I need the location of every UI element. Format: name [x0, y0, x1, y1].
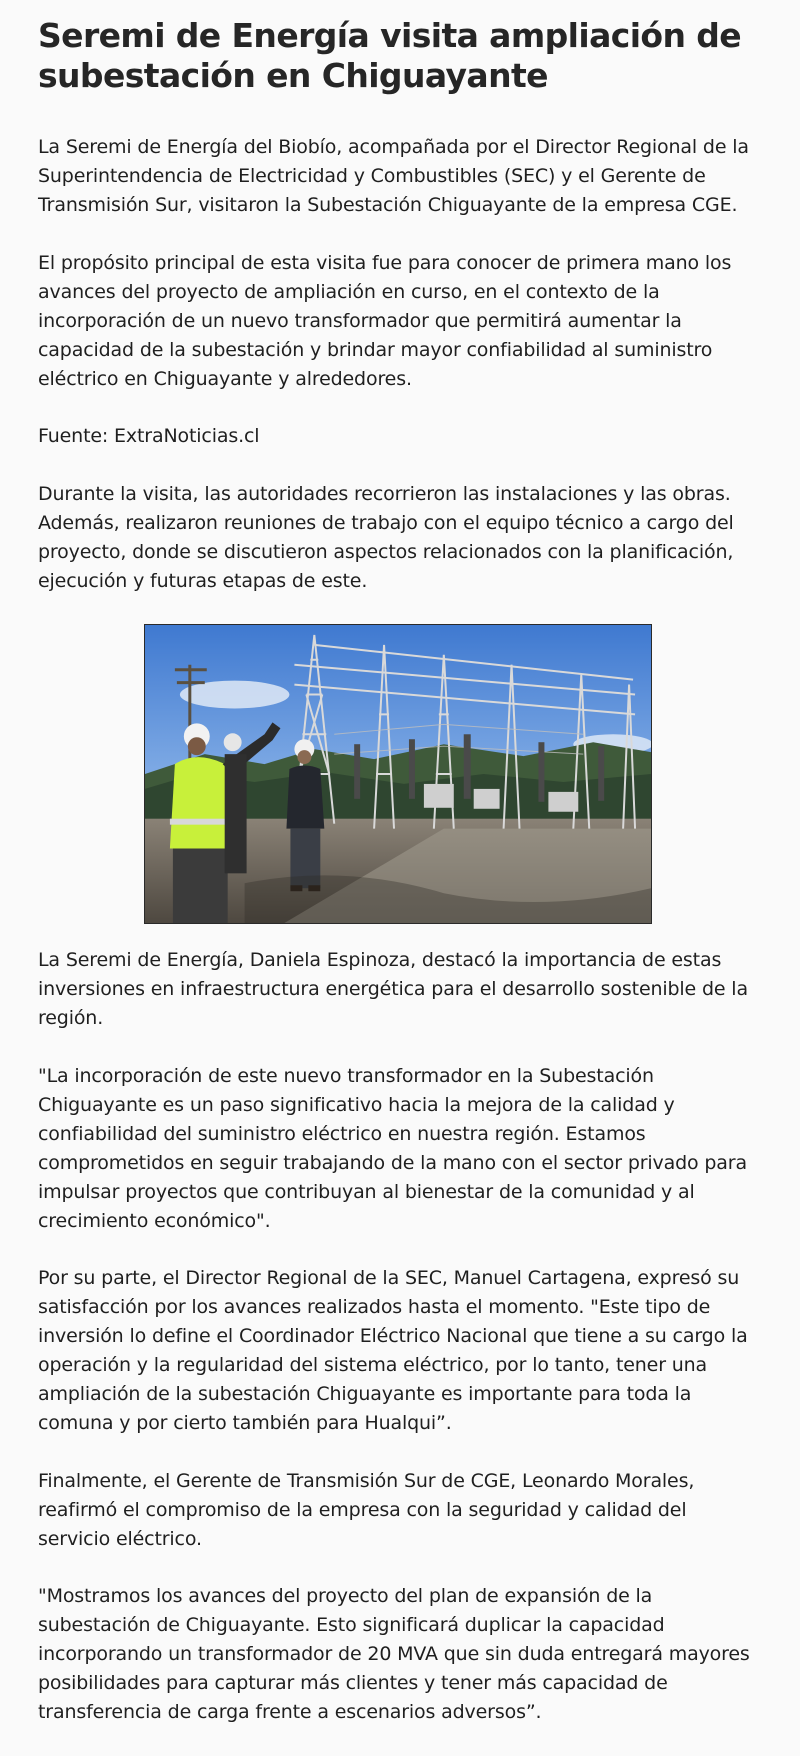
- article-title: Seremi de Energía visita ampliación de subestación en Chiguayante: [38, 16, 742, 95]
- article-paragraph: El propósito principal de esta visita fue para conocer de primera mano los avances del proyecto de ampliación en curso, en el contexto de la incorporación de un nuevo transformador que permitirá aumentar la capacidad de la subestación y brindar mayor confiabilidad al suministro eléctrico en Chiguayante y alrededores.: [38, 251, 732, 390]
- article-paragraph: La Seremi de Energía, Daniela Espinoza, destacó la importancia de estas inversiones en infraestructura energética para el desarrollo sostenible de la región.: [38, 949, 748, 1029]
- quote-paragraph: "La incorporación de este nuevo transformador en la Subestación Chiguayante es un paso significativo hacia la mejora de la calidad y confiabilidad del suministro eléctrico en nuestra región. Estamos comprometidos en seguir trabajando de la mano con el sector privado para impulsar proyectos que contribuyan al bienestar de la comunidad y al crecimiento económico".: [38, 1064, 747, 1232]
- substation-photo: [144, 624, 652, 924]
- article-paragraph: Por su parte, el Director Regional de la SEC, Manuel Cartagena, expresó su satisfacción por los avances realizados hasta el momento. "Este tipo de inversión lo define el Coordinador Eléctrico Nacional que tiene a su cargo la operación y la regularidad del sistema eléctrico, por lo tanto, tener una ampliación de la subestación Chiguayante es importante para toda la comuna y por cierto también para Hualqui”.: [38, 1267, 748, 1434]
- article-paragraph: La Seremi de Energía del Biobío, acompañada por el Director Regional de la Superintendencia de Electricidad y Combustibles (SEC) y el Gerente de Transmisión Sur, visitaron la Subestación Chiguayante de la empresa CGE.: [38, 136, 749, 216]
- article-paragraph: Finalmente, el Gerente de Transmisión Sur de CGE, Leonardo Morales, reafirmó el compromiso de la empresa con la seguridad y calidad del servicio eléctrico.: [38, 1469, 695, 1550]
- article-figure: [38, 624, 758, 924]
- article-paragraph: Durante la visita, las autoridades recorrieron las instalaciones y las obras. Además, realizaron reuniones de trabajo con el equipo técnico a cargo del proyecto, donde se discutieron aspectos relacionados con la planificación, ejecución y futuras etapas de este.: [38, 482, 734, 592]
- article: [38, 0, 758, 1756]
- quote-paragraph: "Mostramos los avances del proyecto del plan de expansión de la subestación de Chiguayante. Esto significará duplicar la capacidad incorporando un transformador de 20 MVA que sin duda entregará mayores posibilidades para capturar más clientes y tener más capacidad de transferencia de carga frente a escenarios adversos”.: [38, 1585, 750, 1723]
- source-credit: Fuente: ExtraNoticias.cl: [38, 425, 260, 447]
